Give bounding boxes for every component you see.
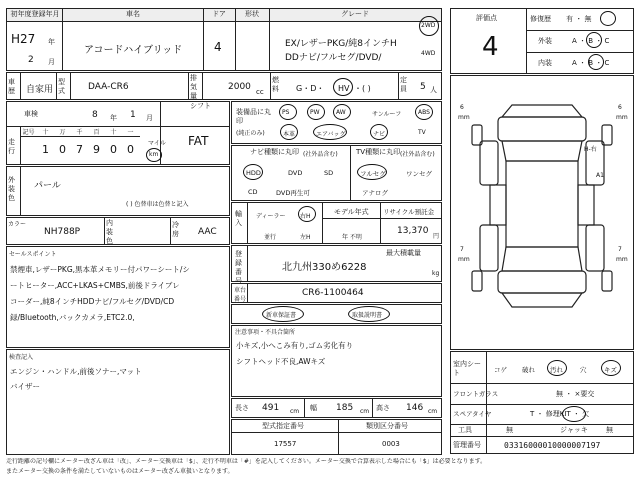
- mileage-digit: 0: [127, 143, 134, 156]
- disp-label: 排気量: [190, 74, 197, 100]
- digit-header: 一: [127, 129, 134, 136]
- mileage-digit: 0: [59, 143, 66, 156]
- kensa-label: 検査記入: [9, 354, 34, 361]
- equip-item: ABS: [418, 109, 430, 116]
- jack-value: 無: [606, 426, 613, 434]
- digit-header: 十: [110, 129, 117, 136]
- sales-label: セールスポイント: [9, 251, 57, 258]
- kensa-line: バイザー: [10, 382, 40, 391]
- typeno-value: 17557: [274, 440, 297, 448]
- equip-item: ナビ: [373, 131, 386, 138]
- h-label: 高さ: [376, 404, 390, 412]
- cc-unit: cc: [256, 88, 264, 96]
- diag-unit-tr: mm: [616, 114, 628, 121]
- use-value: 自家用: [26, 85, 54, 95]
- exterior-block: [6, 166, 230, 216]
- spare-circle: [562, 406, 586, 422]
- digit-header: 十: [42, 129, 49, 136]
- tv-note: (社外品含む): [400, 151, 435, 158]
- tv-item: フルセグ: [360, 170, 386, 178]
- notes-line: 小キズ,小へこみ有り,ゴム劣化有り: [236, 341, 354, 350]
- footer-line1: 走行距離の記号欄にメーター改ざん車は「改」、メーター交換車は「$」、走行不明車は「#」を記入してください。メーター交換で合算表示した場合にも「$」は必要となります。: [6, 458, 487, 465]
- notes-label: 注意事項・不具合箇所: [235, 329, 296, 336]
- reg-month: 2: [28, 55, 34, 65]
- footer-line2: またメーター交換の条件を満たしていないものはメーター改ざん車扱いとなります。: [6, 468, 234, 475]
- equip-subtitle: (純正のみ): [236, 130, 265, 137]
- sales-line: 禁煙車,レザーPKG,黒本革メモリー付パワーシート/シ: [10, 265, 190, 274]
- reg-label: 初年度登録年月: [7, 9, 63, 21]
- shift-value: FAT: [188, 134, 209, 148]
- recycle-unit: 円: [433, 233, 440, 240]
- navi-item: HDD: [246, 169, 261, 177]
- model-year-label: モデル年式: [334, 208, 369, 216]
- ext-circle: [586, 32, 602, 48]
- int-label: 内装: [538, 59, 552, 67]
- navi-title: ナビ種類に丸印: [250, 148, 299, 156]
- inspect-label: 車検: [24, 110, 38, 118]
- tv-item: ワンセグ: [406, 170, 432, 178]
- navi-item: DVD再生可: [276, 189, 310, 197]
- cap-unit: 人: [430, 86, 437, 94]
- cold-value: AAC: [198, 227, 217, 237]
- mgmt-label: 管理番号: [453, 441, 481, 449]
- mileage-digit: 1: [42, 143, 49, 156]
- cat-label: 類別区分番号: [366, 422, 408, 430]
- regno-value: 北九州330め6228: [282, 262, 367, 273]
- digit-header: 記号: [22, 129, 35, 136]
- inspect-month: 1: [130, 110, 136, 120]
- import-other: 並行: [264, 234, 277, 241]
- spare-value: T ・ 修理KIT ・ 欠: [530, 410, 590, 418]
- import-handle-l: 左H: [300, 234, 311, 241]
- cap-label: 定員: [400, 76, 407, 93]
- door-label: ドア: [203, 9, 235, 21]
- recycle-label: リサイクル預託金: [383, 208, 435, 216]
- navi-note: (社外品含む): [303, 151, 338, 158]
- drive-4wd: 4WD: [421, 50, 436, 57]
- diag-unit-tl: mm: [458, 114, 470, 121]
- jack-label: ジャッキ: [560, 426, 588, 434]
- car-name: アコードハイブリッド: [84, 45, 183, 56]
- digit-header: 万: [59, 129, 66, 136]
- interior-label: 室内シート: [453, 360, 481, 377]
- model-year-value: 年 不明: [342, 234, 362, 241]
- import-dealer: ディーラー: [256, 213, 286, 220]
- front-glass-label: フロントガラス: [453, 390, 499, 398]
- warranty-label: 新車保証書: [266, 312, 297, 319]
- diag-unit-bl: mm: [458, 256, 470, 263]
- inspect-year: 8: [92, 110, 98, 120]
- exterior-color: パール: [34, 181, 61, 191]
- equip-item: PS: [282, 109, 290, 116]
- drive-2wd: 2WD: [421, 22, 436, 29]
- repair-label: 修復歴: [530, 15, 551, 23]
- ext-value: A ・ B ・ C: [572, 37, 610, 45]
- score-label: 評価点: [476, 14, 497, 22]
- navi-item: CD: [248, 188, 258, 196]
- notes-line: シフトヘッド不良,AWキズ: [236, 357, 326, 366]
- equip-item: TV: [418, 129, 426, 136]
- shift-label: シフト: [190, 102, 211, 110]
- import-handle: 右H: [300, 213, 311, 220]
- load-label: 最大積載量: [386, 249, 421, 257]
- mileage-digit: 9: [93, 143, 100, 156]
- diag-note1: H-右: [584, 146, 597, 153]
- exterior-note: ( ) 色替車は色替と記入: [126, 201, 189, 208]
- diag-unit-br: mm: [616, 256, 628, 263]
- repair-value: 有 ・ 無: [566, 15, 592, 23]
- load-unit: kg: [432, 270, 440, 277]
- sales-line: ートヒーター,ACC+LKAS+CMBS,前後ドライブレ: [10, 281, 180, 290]
- tools-value: 無: [506, 426, 513, 434]
- tv-title: TV種類に丸印: [356, 148, 401, 156]
- name-label: 車名: [63, 9, 203, 21]
- unit-mile: マイル: [148, 140, 166, 147]
- equip-item: 本革: [283, 131, 296, 138]
- import-label: 輸入: [235, 210, 242, 227]
- mileage-digit: 0: [110, 143, 117, 156]
- capacity: 5: [420, 82, 426, 92]
- len-unit: cm: [290, 408, 300, 415]
- grade-label: グレード: [269, 9, 441, 21]
- car-diagram: [450, 75, 634, 350]
- interior-opt: コゲ: [494, 366, 507, 374]
- int-circle: [588, 54, 604, 70]
- colorcode-label: カラー: [8, 221, 27, 228]
- chassis-label: 車台番号: [234, 287, 247, 303]
- digit-header: 百: [93, 129, 100, 136]
- exterior-label: 外装色: [8, 176, 15, 202]
- navi-item: DVD: [288, 169, 303, 177]
- diag-label-br: 7: [618, 246, 622, 253]
- reg-month-unit: 月: [48, 58, 55, 66]
- interior-opt: 穴: [580, 366, 587, 374]
- equip-item: エアバッグ: [316, 131, 346, 138]
- tv-item: アナログ: [362, 189, 388, 197]
- mgmt-value: 03316000010000007197: [504, 441, 601, 450]
- h-value: 146: [406, 403, 424, 413]
- spare-label: スペアタイヤ: [453, 410, 492, 418]
- chassis-value: CR6-1100464: [302, 288, 364, 298]
- interior-opt: 破れ: [522, 366, 535, 374]
- shape-label: 形状: [235, 9, 269, 21]
- unit-km: km: [149, 151, 159, 158]
- fuel-rest: ・( ): [354, 84, 371, 93]
- navi-item: SD: [324, 169, 334, 177]
- kensa-line: エンジン・ハンドル,前後ソナー,マット: [10, 367, 142, 376]
- regno-label: 登録番号: [235, 250, 242, 285]
- grade-line2: DDナビ/フルセグ/DVD/: [285, 53, 382, 63]
- cat-value: 0003: [382, 440, 400, 448]
- len-value: 491: [262, 403, 280, 413]
- manual-label: 取扱説明書: [352, 312, 383, 319]
- use-label: 車歴: [8, 78, 15, 95]
- fuel-opts: G・D・: [296, 84, 325, 93]
- w-value: 185: [336, 403, 354, 413]
- front-glass-value: 無 ・ ×要交: [556, 390, 595, 398]
- doors: 4: [214, 40, 222, 54]
- interior-color-label: 内装色: [106, 219, 113, 245]
- int-value: A ・ B ・ C: [572, 59, 610, 67]
- sales-line: コーダー,純8インチHDDナビ/フルセグ/DVD/CD: [10, 297, 175, 306]
- inspect-month-unit: 月: [146, 114, 153, 122]
- sales-line: 録/Bluetooth,バックカメラ,ETC2.0,: [10, 313, 135, 322]
- inspect-year-unit: 年: [110, 114, 117, 122]
- mileage-digit: 7: [76, 143, 83, 156]
- repair-circle: [600, 11, 616, 26]
- interior-opt: キズ: [604, 366, 617, 374]
- fuel-label: 燃料: [272, 76, 279, 93]
- kensa-block: [6, 349, 230, 455]
- interior-opt: 汚れ: [550, 366, 563, 374]
- colorcode-value: NH788P: [44, 227, 81, 237]
- colorcode-block: [6, 217, 230, 245]
- w-unit: cm: [360, 408, 370, 415]
- row2-block: [6, 72, 442, 100]
- cold-label: 冷房: [172, 221, 179, 238]
- equip-title: 装備品に丸印: [236, 108, 271, 125]
- model-value: DAA-CR6: [88, 82, 129, 92]
- tools-label: 工具: [458, 426, 472, 434]
- equip-item: サンルーフ: [372, 111, 402, 118]
- score-value: 4: [482, 32, 499, 62]
- fuel-hv: HV: [338, 84, 350, 93]
- model-label: 型式: [58, 78, 65, 95]
- len-label: 長さ: [235, 404, 249, 412]
- ext-label: 外装: [538, 37, 552, 45]
- reg-year: H27: [11, 32, 36, 46]
- run-label: 走行: [8, 138, 15, 155]
- typeno-label: 型式指定番号: [262, 422, 304, 430]
- equip-item: AW: [336, 109, 346, 116]
- recycle-amount: 13,370: [397, 226, 429, 236]
- diag-note2: A1: [596, 172, 604, 179]
- reg-year-unit: 年: [48, 38, 55, 46]
- diag-label-bl: 7: [460, 246, 464, 253]
- diag-label-tr: 6: [618, 104, 622, 111]
- digit-header: 千: [76, 129, 83, 136]
- w-label: 幅: [310, 404, 317, 412]
- equip-item: PW: [310, 109, 320, 116]
- grade-line1: EX/レザーPKG/純8インチH: [285, 39, 397, 49]
- diag-label-tl: 6: [460, 104, 464, 111]
- h-unit: cm: [428, 408, 438, 415]
- displacement: 2000: [228, 82, 251, 92]
